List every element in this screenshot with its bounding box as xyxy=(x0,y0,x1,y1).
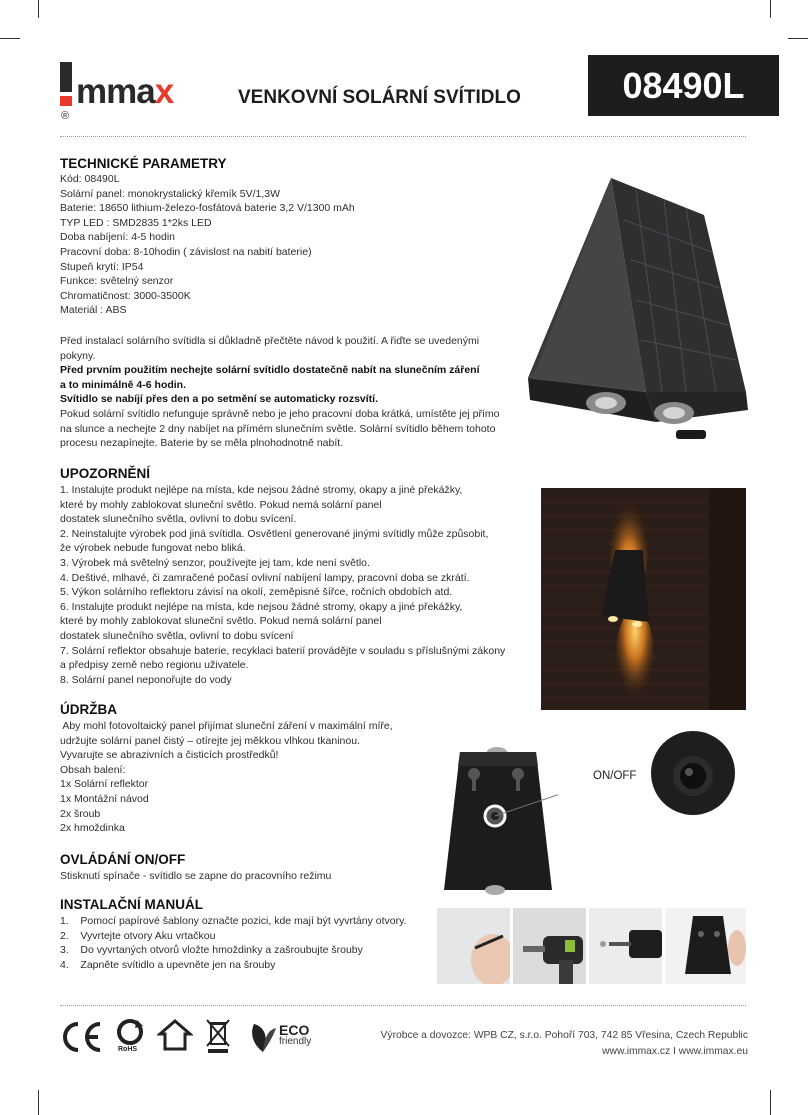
onoff-label: ON/OFF xyxy=(593,770,637,782)
warnings-heading: UPOZORNĚNÍ xyxy=(60,466,151,481)
product-code-badge: 08490L xyxy=(588,55,779,116)
eco-text: ECO xyxy=(279,1022,310,1038)
product-image xyxy=(516,160,758,460)
weee-bin-icon xyxy=(205,1016,231,1054)
registered-mark: ® xyxy=(61,110,70,122)
intro-bold-line: a to minimálně 4-6 hodin. xyxy=(60,378,187,391)
warning-line: 5. Výkon solárního reflektoru závisí na okolí, zeměpisné šířce, ročních obdobích atd. xyxy=(60,586,453,599)
maintenance-line: Obsah balení: xyxy=(60,763,126,776)
tech-line: Chromatičnost: 3000-3500K xyxy=(60,289,191,302)
install-step: 2. Vyvrtejte otvory Aku vrtačkou xyxy=(60,929,216,942)
maintenance-line: 1x Solární reflektor xyxy=(60,778,149,791)
intro-line: procesu nezapínejte. Baterie by se měla plnohodnotně nabít. xyxy=(60,437,344,450)
install-photo-marking xyxy=(437,908,510,984)
eco-leaf-icon xyxy=(248,1020,278,1054)
install-photo-screw xyxy=(589,908,662,984)
install-steps xyxy=(60,914,406,972)
divider xyxy=(60,1005,746,1006)
maintenance-line: Vyvarujte se abrazivních a čisticích prostředků! xyxy=(60,749,279,762)
page-title: VENKOVNÍ SOLÁRNÍ SVÍTIDLO xyxy=(238,87,521,108)
warning-line: 8. Solární panel neponořujte do vody xyxy=(60,673,232,686)
friendly-text: friendly xyxy=(279,1036,312,1047)
tech-line: Kód: 08490L xyxy=(60,173,120,185)
install-heading: INSTALAČNÍ MANUÁL xyxy=(60,897,203,912)
tech-line: Pracovní doba: 8-10hodin ( závislost na nabití baterie) xyxy=(60,245,312,258)
website-links: www.immax.cz I www.immax.eu xyxy=(602,1046,748,1057)
intro-line: pokyny. xyxy=(60,349,96,362)
indoor-house-icon xyxy=(157,1018,193,1052)
install-step: 4. Zapněte svítidlo a upevněte jen na šrouby xyxy=(60,958,276,971)
warning-line: 2. Neinstalujte výrobek pod jiná svítidla. Osvětlení generované jinými svítidly může způsobit, xyxy=(60,527,489,540)
ce-mark-icon xyxy=(60,1020,104,1054)
maintenance-line: udržujte solární panel čistý – otírejte jej měkkou vlhkou tkaninou. xyxy=(60,734,360,747)
tech-line: TYP LED : SMD2835 1*2ks LED xyxy=(60,216,212,229)
brand-accent-letter: x xyxy=(154,72,174,111)
install-photo-mount xyxy=(665,908,746,984)
tech-line: Funkce: světelný senzor xyxy=(60,275,174,288)
warning-line: které by mohly zablokovat sluneční světlo. Pokud nemá solární panel xyxy=(60,615,382,628)
back-view-image xyxy=(438,744,558,896)
intro-bold-line: Svítidlo se nabíjí přes den a po setmění se automaticky rozsvítí. xyxy=(60,393,379,406)
maintenance-heading: ÚDRŽBA xyxy=(60,702,117,717)
warning-line: 1. Instalujte produkt nejlépe na místa, kde nejsou žádné stromy, okapy a jiné překážky, xyxy=(60,484,463,496)
eco-label xyxy=(279,1024,311,1048)
crop-mark xyxy=(38,0,39,18)
warning-line: 4. Deštivé, mlhavé, či zamračené počasí ovlivní nabíjení lampy, pracovní doba se zkrátí. xyxy=(60,571,470,584)
install-step: 1. Pomocí papírové šablony označte pozici, kde mají být vyvrtány otvory. xyxy=(60,915,407,927)
maintenance-line: Aby mohl fotovoltaický panel přijímat sluneční záření v maximální míře, xyxy=(60,720,393,732)
warning-line: 3. Výrobek má světelný senzor, používejte jej tam, kde není světlo. xyxy=(60,556,370,569)
manufacturer-info: Výrobce a dovozce: WPB CZ, s.r.o. Pohoří 703, 742 85 Vřesina, Czech Republic xyxy=(380,1030,748,1041)
brand-wordmark: mmax xyxy=(76,72,174,111)
install-step: 3. Do vyvrtaných otvorů vložte hmoždinky a zašroubujte šrouby xyxy=(60,944,363,957)
tech-line: Solární panel: monokrystalický křemík 5V/1,3W xyxy=(60,187,280,200)
wall-photo xyxy=(541,488,746,710)
warning-line: 7. Solární reflektor obsahuje baterie, recyklaci baterií provádějte v souladu s příslušnými zákony xyxy=(60,644,506,657)
logo-exclamation xyxy=(60,62,74,108)
crop-mark xyxy=(788,38,808,39)
intro-bold-line: Před prvním použitím nechejte solární svítidlo dostatečně nabít na slunečním záření xyxy=(60,364,480,377)
onoff-text: Stisknutí spínače - svítidlo se zapne do pracovního režimu xyxy=(60,870,332,882)
warnings-list xyxy=(60,483,505,687)
warning-line: a předpisy země nebo regionu uživatele. xyxy=(60,659,249,672)
crop-mark xyxy=(38,1090,39,1115)
maintenance-list xyxy=(60,719,393,836)
crop-mark xyxy=(0,38,20,39)
warning-line: dostatek slunečního světla, ovlivní to dobu svícení. xyxy=(60,513,297,526)
tech-list xyxy=(60,172,355,318)
maintenance-line: 1x Montážní návod xyxy=(60,792,149,805)
onoff-heading: OVLÁDÁNÍ ON/OFF xyxy=(60,852,186,867)
tech-heading: TECHNICKÉ PARAMETRY xyxy=(60,156,227,171)
tech-line: Materiál : ABS xyxy=(60,304,127,317)
tech-line: Stupeň krytí: IP54 xyxy=(60,260,144,273)
divider xyxy=(60,136,746,137)
tech-line: Baterie: 18650 lithium-železo-fosfátová baterie 3,2 V/1300 mAh xyxy=(60,202,355,215)
warning-line: že výrobek nebude fungovat nebo bliká. xyxy=(60,542,246,555)
maintenance-line: 2x hmoždinka xyxy=(60,822,125,835)
switch-closeup xyxy=(650,730,736,816)
brand-logo xyxy=(60,62,200,122)
intro-line: Před instalací solárního svítidla si důkladně přečtěte návod k použití. A řiďte se uvedenými xyxy=(60,335,480,347)
crop-mark xyxy=(770,1090,771,1115)
intro-text xyxy=(60,334,500,451)
warning-line: 6. Instalujte produkt nejlépe na místa, kde nejsou žádné stromy, okapy a jiné překážky, xyxy=(60,600,463,613)
crop-mark xyxy=(770,0,771,18)
warning-line: které by mohly zablokovat sluneční světlo. Pokud nemá solární panel xyxy=(60,498,382,511)
rohs-label: RoHS xyxy=(118,1046,138,1053)
install-photo-drilling xyxy=(513,908,586,984)
warning-line: dostatek slunečního světla, ovlivní to dobu svícení xyxy=(60,629,294,642)
maintenance-line: 2x šroub xyxy=(60,807,101,820)
intro-line: na slunce a nechejte 2 dny nabíjet na přímém slunečním světle. Solární svítidlo během tohoto xyxy=(60,422,496,435)
tech-line: Doba nabíjení: 4-5 hodin xyxy=(60,231,176,244)
intro-line: Pokud solární svítidlo nefunguje správně nebo je jeho pracovní doba krátká, umístěte jej přímo xyxy=(60,407,500,420)
